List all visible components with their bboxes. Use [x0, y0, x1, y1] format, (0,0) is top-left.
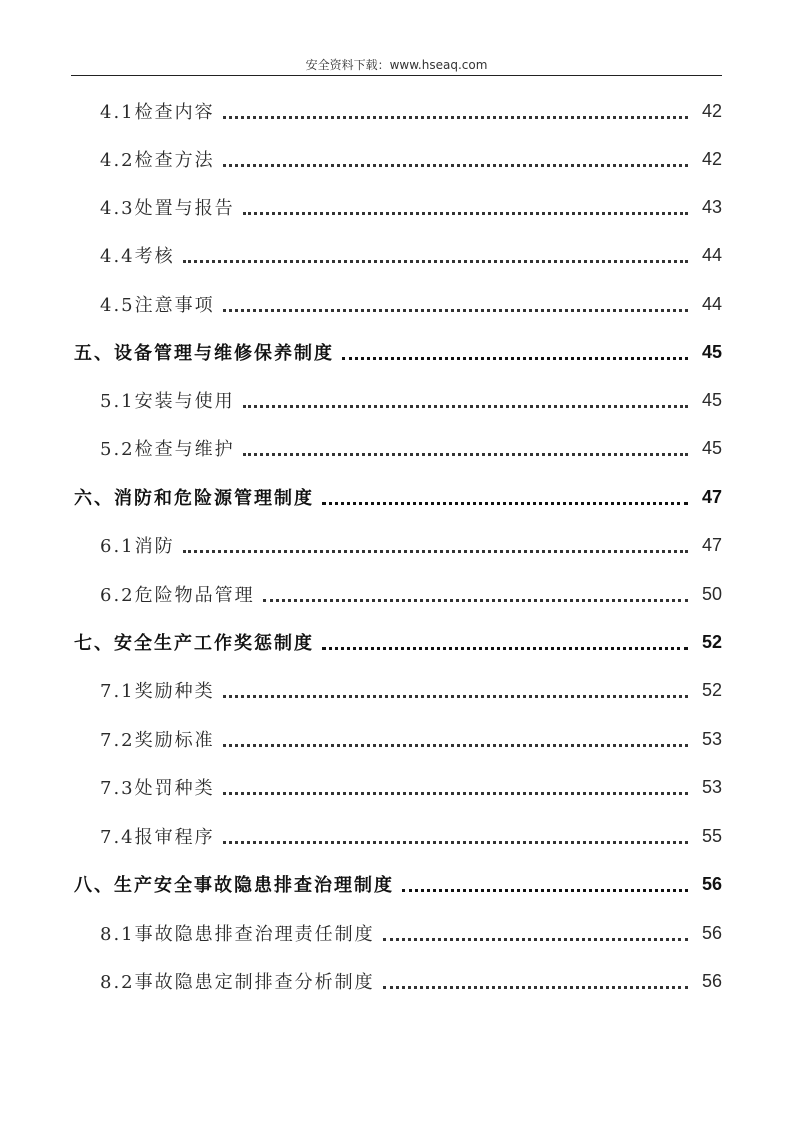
toc-entry-label: 4.1检查内容 [100, 102, 215, 123]
toc-entry-label: 八、生产安全事故隐患排查治理制度 [74, 875, 394, 896]
page-header: 安全资料下载：www.hseaq.com [305, 58, 488, 72]
toc-chapter-entry[interactable] [74, 482, 722, 512]
toc-entry[interactable] [100, 192, 722, 222]
toc-page-number: 52 [701, 631, 722, 652]
toc-entry-label: 4.2检查方法 [100, 150, 215, 171]
dot-leader [223, 695, 688, 698]
dot-leader [322, 647, 688, 650]
toc-page-number: 44 [701, 244, 722, 265]
toc-entry-label: 7.2奖励标准 [100, 730, 215, 751]
dot-leader [223, 309, 688, 312]
toc-page-number: 56 [701, 970, 722, 991]
toc-entry-label: 7.1奖励种类 [100, 681, 215, 702]
toc-entry-label: 5.2检查与维护 [100, 439, 235, 460]
dot-leader [243, 405, 688, 408]
toc-page-number: 53 [701, 728, 722, 749]
dot-leader [342, 357, 688, 360]
toc-chapter-entry[interactable] [74, 337, 722, 367]
toc-entry[interactable] [100, 530, 722, 560]
dot-leader [223, 792, 688, 795]
toc-page-number: 44 [701, 293, 722, 314]
toc-entry[interactable] [100, 821, 722, 851]
toc-entry[interactable] [100, 966, 722, 996]
toc-entry-label: 4.4考核 [100, 246, 175, 267]
toc-page-number: 56 [701, 873, 722, 894]
toc-entry-label: 6.2危险物品管理 [100, 585, 255, 606]
header-divider [71, 75, 722, 76]
toc-entry[interactable] [100, 289, 722, 319]
toc-entry-label: 七、安全生产工作奖惩制度 [74, 633, 314, 654]
dot-leader [383, 986, 688, 989]
toc-page-number: 45 [701, 389, 722, 410]
dot-leader [263, 599, 688, 602]
toc-page-number: 50 [701, 583, 722, 604]
toc-entry[interactable] [100, 724, 722, 754]
toc-entry-label: 7.4报审程序 [100, 827, 215, 848]
toc-chapter-entry[interactable] [74, 869, 722, 899]
toc-entry[interactable] [100, 385, 722, 415]
dot-leader [223, 744, 688, 747]
toc-entry-label: 7.3处罚种类 [100, 778, 215, 799]
dot-leader [223, 116, 688, 119]
toc-chapter-entry[interactable] [74, 627, 722, 657]
toc-entry-label: 8.2事故隐患定制排查分析制度 [100, 972, 375, 993]
toc-page-number: 47 [701, 534, 722, 555]
toc-page-number: 42 [701, 148, 722, 169]
toc-entry[interactable] [100, 579, 722, 609]
toc-page-number: 52 [701, 679, 722, 700]
dot-leader [322, 502, 688, 505]
dot-leader [383, 938, 688, 941]
toc-entry-label: 6.1消防 [100, 536, 175, 557]
toc-entry-label: 5.1安装与使用 [100, 391, 235, 412]
toc-entry[interactable] [100, 675, 722, 705]
toc-page-number: 53 [701, 776, 722, 797]
dot-leader [183, 550, 688, 553]
toc-entry[interactable] [100, 240, 722, 270]
toc-page-number: 55 [701, 825, 722, 846]
dot-leader [183, 260, 688, 263]
toc-page-number: 56 [701, 922, 722, 943]
toc-entry[interactable] [100, 96, 722, 126]
toc-entry[interactable] [100, 918, 722, 948]
toc-entry-label: 8.1事故隐患排查治理责任制度 [100, 924, 375, 945]
toc-entry-label: 六、消防和危险源管理制度 [74, 488, 314, 509]
dot-leader [243, 453, 688, 456]
toc-page-number: 42 [701, 100, 722, 121]
dot-leader [223, 841, 688, 844]
toc-page-number: 43 [701, 196, 722, 217]
toc-page-number: 45 [701, 437, 722, 458]
dot-leader [402, 889, 688, 892]
toc-entry[interactable] [100, 144, 722, 174]
toc-entry-label: 五、设备管理与维修保养制度 [74, 343, 334, 364]
toc-page-number: 47 [701, 486, 722, 507]
dot-leader [243, 212, 688, 215]
dot-leader [223, 164, 688, 167]
toc-entry[interactable] [100, 772, 722, 802]
toc-entry-label: 4.3处置与报告 [100, 198, 235, 219]
toc-entry[interactable] [100, 433, 722, 463]
toc-page-number: 45 [701, 341, 722, 362]
toc-entry-label: 4.5注意事项 [100, 295, 215, 316]
